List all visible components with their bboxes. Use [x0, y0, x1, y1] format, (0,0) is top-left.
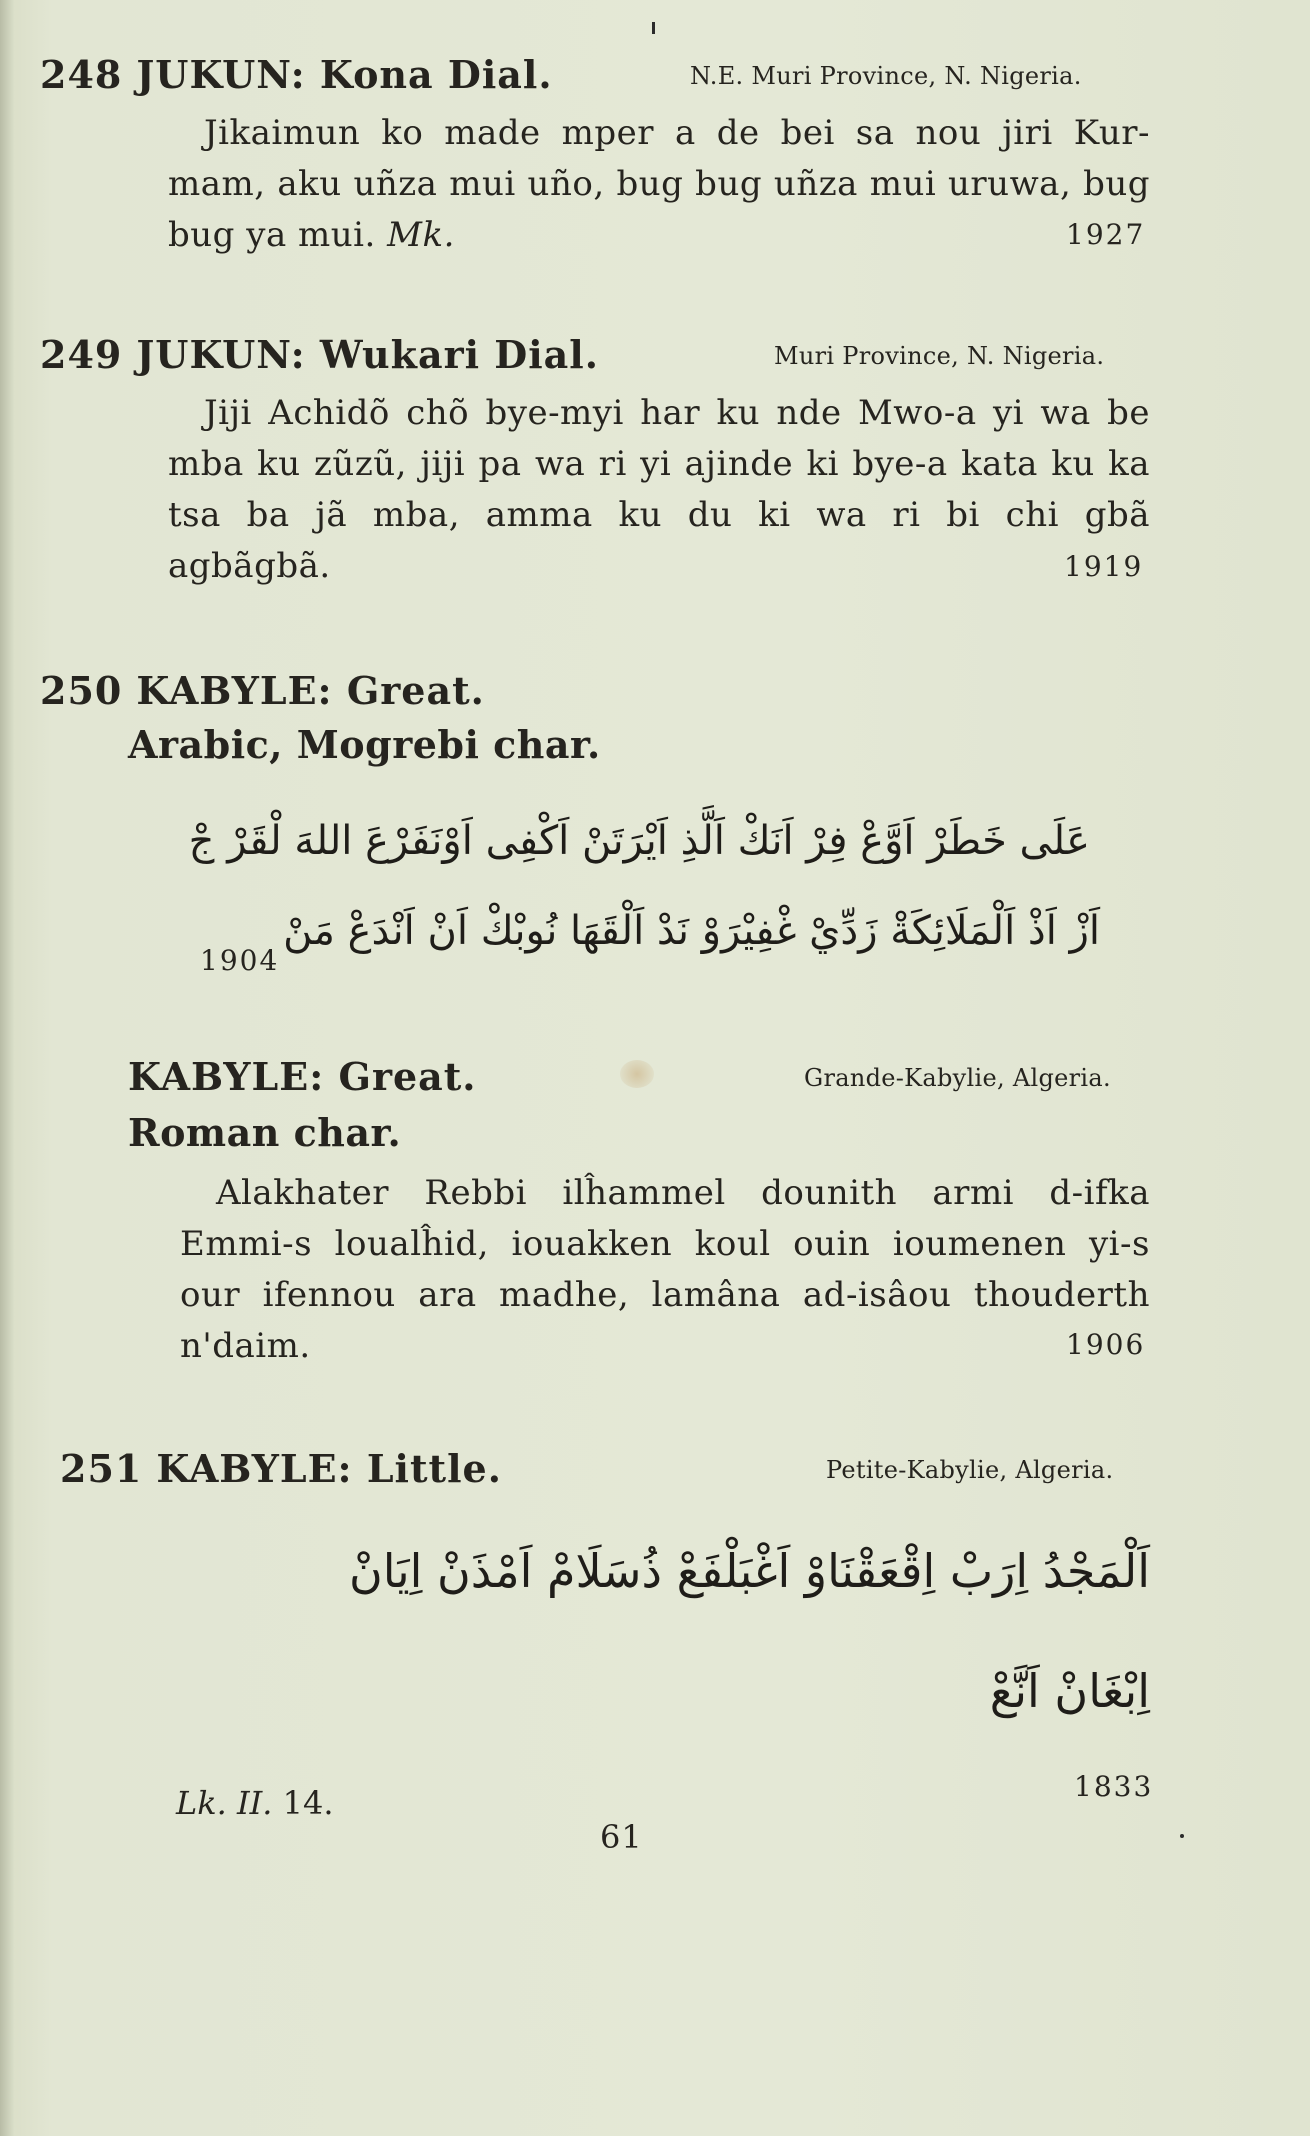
- entry-title: KABYLE: Little.: [156, 1446, 502, 1491]
- reference-verse: 14.: [282, 1784, 334, 1822]
- entry-248-region: N.E. Muri Province, N. Nigeria.: [690, 62, 1082, 90]
- entry-number: 251: [60, 1446, 143, 1491]
- entry-attribution: Mk.: [387, 215, 455, 255]
- entry-number: 248: [40, 52, 123, 97]
- entry-251-year: 1833: [1074, 1770, 1154, 1803]
- reference-book: Lk.: [176, 1784, 227, 1822]
- entry-title: KABYLE: Great.: [136, 668, 485, 713]
- entry-text-body: Jikaimun ko made mper a de bei sa nou jiri Kur-mam, aku uñza mui uño, bug bug uñza mui uruwa, bug bug ya mui.: [168, 113, 1150, 255]
- page-number: 61: [600, 1818, 643, 1856]
- entry-249-region: Muri Province, N. Nigeria.: [774, 342, 1105, 370]
- entry-number: 249: [40, 332, 123, 377]
- entry-title: JUKUN: Wukari Dial.: [136, 332, 599, 377]
- entry-250b-subtitle: Roman char.: [128, 1110, 402, 1155]
- entry-title: JUKUN: Kona Dial.: [136, 52, 553, 97]
- entry-250b-region: Grande-Kabylie, Algeria.: [804, 1064, 1111, 1092]
- entry-248-text: [168, 108, 1150, 261]
- entry-text-body: Jiji Achidõ chõ bye-myi har ku nde Mwo-a yi wa be mba ku zũzũ, jiji pa wa ri yi ajinde ki bye-a kata ku ka tsa ba jã mba, amma ku du ki wa ri bi chi gbã agbãgbã.: [168, 393, 1150, 586]
- entry-250b-year: 1906: [1066, 1328, 1146, 1361]
- entry-251-arabic-line-2: اِبْغَانْ اَنَّعْ: [989, 1664, 1150, 1718]
- entry-251-reference: [176, 1784, 334, 1822]
- entry-249-year: 1919: [1064, 550, 1144, 583]
- reference-chapter: II.: [236, 1784, 273, 1822]
- entry-250-arabic-line-1: عَلَى خَطَرْ اَوَّعْ فِرْ اَنَكْ اَلَّذِ اَيْرَتَنْ اَكْفِى اَوْنَفَرْعَ اللهَ لْقَرْ جْ: [188, 818, 1090, 864]
- entry-249-text: [168, 388, 1150, 592]
- entry-250-arabic-line-2: اَزْ اَذْ اَلْمَلَائِكَةْ زَدِّيْ غْفِيْرَوْ نَدْ اَلْقَهَا نُوبْكْ اَنْ اَنْدَعْ مَنْ: [283, 908, 1100, 954]
- entry-250b-text: [180, 1168, 1150, 1372]
- entry-text-body: Alakhater Rebbi ilĥammel dounith armi d-ifka Emmi-s loualĥid, iouakken koul ouin ioumenen yi-s our ifennou ara madhe, lamâna ad-isâou thouderth n'daim.: [180, 1173, 1150, 1366]
- print-speck: [652, 22, 655, 34]
- entry-number: 250: [40, 668, 123, 713]
- page-edge: [0, 0, 14, 2136]
- entry-249-heading: [40, 332, 599, 377]
- print-speck: [1180, 1834, 1184, 1838]
- entry-251-heading: [60, 1446, 502, 1491]
- entry-251-arabic-line-1: اَلْمَجْدُ اِرَبْ اِقْعَقْنَاوْ اَغْبَلْفَعْ ذُسَلَامْ اَمْذَنْ اِيَانْ: [349, 1544, 1150, 1598]
- entry-250-heading: [40, 668, 485, 713]
- entry-248-year: 1927: [1066, 218, 1146, 251]
- entry-248-heading: [40, 52, 553, 97]
- entry-251-region: Petite-Kabylie, Algeria.: [826, 1456, 1114, 1484]
- entry-250-year: 1904: [200, 944, 280, 977]
- paper-stain: [620, 1060, 654, 1088]
- entry-250b-heading: KABYLE: Great.: [128, 1054, 477, 1099]
- entry-250-subtitle: Arabic, Mogrebi char.: [128, 722, 601, 767]
